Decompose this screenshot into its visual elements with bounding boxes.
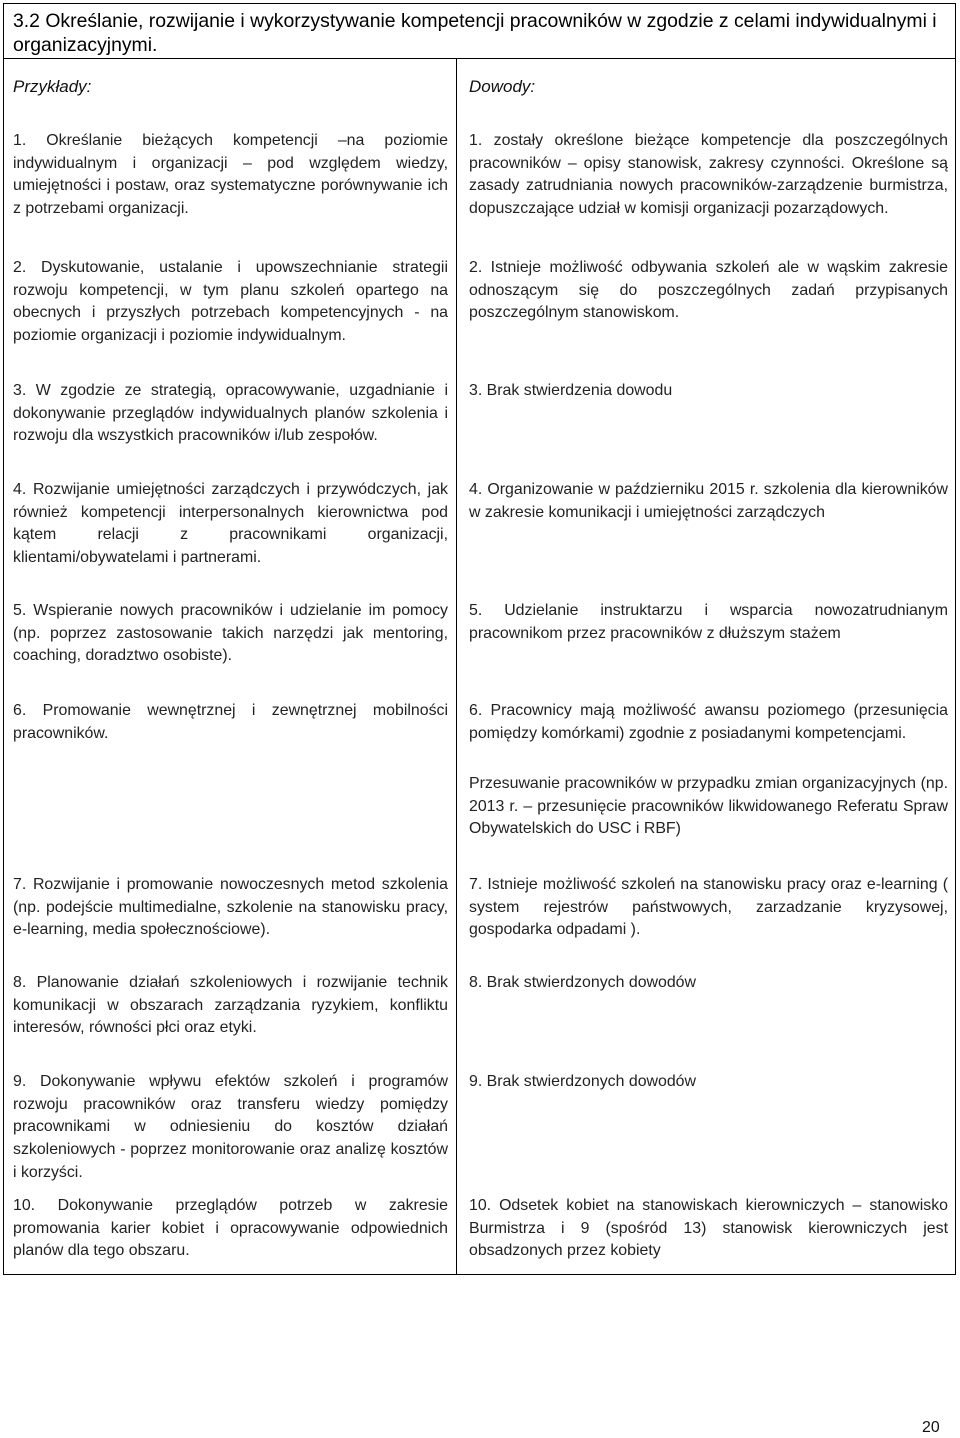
example-item-10: 10. Dokonywanie przeglądów potrzeb w zakresie promowania karier kobiet i opracowywanie odpowiednich planów dla tego obszaru. (13, 1197, 448, 1260)
evidence-item-2: 2. Istnieje możliwość odbywania szkoleń ale w wąskim zakresie odnoszącym się do poszczególnych zadań przypisanych poszczególnym stanowiskom. (469, 259, 948, 322)
evidence-item-3: 3. Brak stwierdzenia dowodu (469, 382, 673, 399)
example-item-5: 5. Wspieranie nowych pracowników i udzielanie im pomocy (np. poprzez zastosowanie takich narzędzi jak mentoring, coaching, doradztwo osobiste). (13, 602, 448, 665)
example-item-2: 2. Dyskutowanie, ustalanie i upowszechnianie strategii rozwoju kompetencji, w tym planu szkoleń opartego na obecnych i przyszłych potrzebach kompetencyjnych - na poziomie organizacji i poziomie indywidualnym. (13, 259, 448, 345)
evidence-item-6-note: Przesuwanie pracowników w przypadku zmian organizacyjnych (np. 2013 r. – przesunięcie pracowników likwidowanego Referatu Spraw Obywatelskich do USC i RBF) (469, 775, 948, 838)
evidence-item-9: 9. Brak stwierdzonych dowodów (469, 1073, 696, 1090)
column-divider (456, 58, 457, 1274)
example-item-9: 9. Dokonywanie wpływu efektów szkoleń i programów rozwoju pracowników oraz transferu wiedzy pomiędzy pracownikami w odniesieniu do kosztów działań szkoleniowych - poprzez monitorowanie oraz analizę kosztów i korzyści. (13, 1073, 448, 1181)
example-item-3: 3. W zgodzie ze strategią, opracowywanie, uzgadnianie i dokonywanie przeglądów indywidualnych planów szkolenia i rozwoju dla wszystkich pracowników i/lub zespołów. (13, 382, 448, 445)
evidence-header: Dowody: (469, 77, 536, 96)
section-title: 3.2 Określanie, rozwijanie i wykorzystywanie kompetencji pracowników w zgodzie z celami indywidualnymi i organizacyjnymi. (13, 10, 937, 56)
example-item-7: 7. Rozwijanie i promowanie nowoczesnych metod szkolenia (np. podejście multimedialne, szkolenie na stanowisku pracy, e-learning, media społecznościowe). (13, 876, 448, 939)
example-item-4: 4. Rozwijanie umiejętności zarządczych i przywódczych, jak również kompetencji interpersonalnych kierownictwa pod kątem relacji z pracownikami organizacji, klientami/obywatelami i partnerami. (13, 481, 448, 567)
example-item-8: 8. Planowanie działań szkoleniowych i rozwijanie technik komunikacji w obszarach zarządzania ryzykiem, konfliktu interesów, równości płci oraz etyki. (13, 974, 448, 1037)
title-divider (3, 58, 956, 59)
evidence-item-5: 5. Udzielanie instruktarzu i wsparcia nowozatrudnianym pracownikom przez pracowników z dłuższym stażem (469, 602, 948, 642)
examples-header: Przykłady: (13, 77, 92, 96)
example-item-1: 1. Określanie bieżących kompetencji –na poziomie indywidualnym i organizacji – pod względem wiedzy, umiejętności i postaw, oraz systematyczne porównywanie ich z potrzebami organizacji. (13, 132, 448, 218)
evidence-item-6: 6. Pracownicy mają możliwość awansu poziomego (przesunięcia pomiędzy komórkami) zgodnie z posiadanymi kompetencjami. (469, 702, 948, 742)
example-item-6: 6. Promowanie wewnętrznej i zewnętrznej mobilności pracowników. (13, 702, 448, 742)
evidence-item-10: 10. Odsetek kobiet na stanowiskach kierowniczych – stanowisko Burmistrza i 9 (spośród 13) stanowisk kierowniczych jest obsadzonych przez kobiety (469, 1197, 948, 1260)
page-number: 20 (922, 1419, 940, 1436)
evidence-item-4: 4. Organizowanie w październiku 2015 r. szkolenia dla kierowników w zakresie komunikacji i umiejętności zarządczych (469, 481, 948, 521)
evidence-item-7: 7. Istnieje możliwość szkoleń na stanowisku pracy oraz e-learning ( system rejestrów państwowych, zarzadzanie kryzysowej, gospodarka odpadami ). (469, 876, 948, 939)
evidence-item-1: 1. zostały określone bieżące kompetencje dla poszczególnych pracowników – opisy stanowisk, zakresy czynności. Określone są zasady zatrudniania nowych pracowników-zarządzenie burmistrza, dopuszczające udział w komisji organizacji pozarządowych. (469, 132, 948, 218)
evidence-item-8: 8. Brak stwierdzonych dowodów (469, 974, 696, 991)
